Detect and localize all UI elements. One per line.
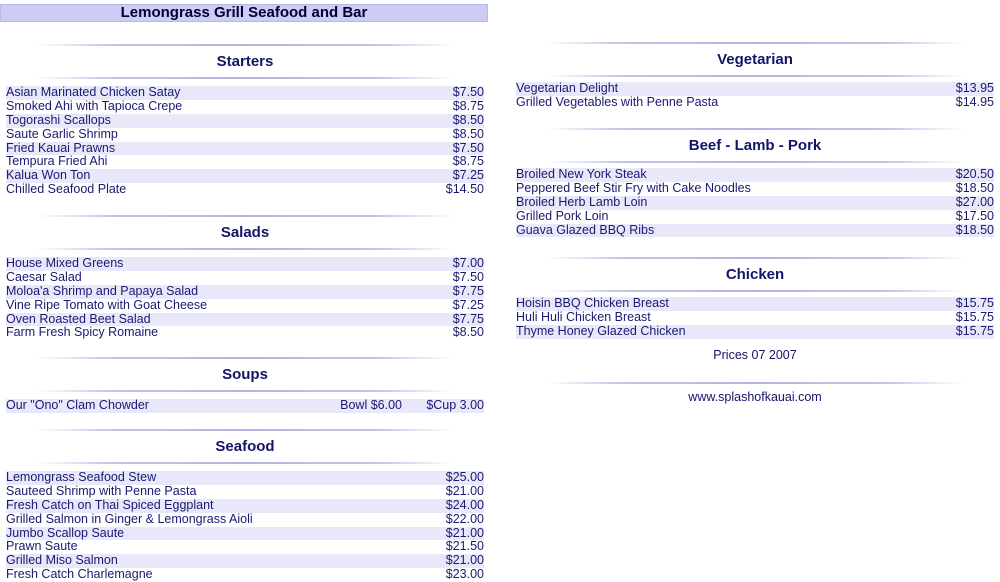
item-name: Huli Huli Chicken Breast [516,309,651,324]
menu-item [6,471,484,485]
item-name: Vine Ripe Tomato with Goat Cheese [6,297,208,312]
menu-item [6,155,484,169]
item-name: Asian Marinated Chicken Satay [6,85,181,99]
item-name: Moloa'a Shrimp and Papaya Salad [6,283,199,298]
section-salads [6,215,484,340]
item-price: $21.50 [445,539,484,554]
item-price: $21.00 [445,483,484,498]
item-price: $27.00 [955,194,994,209]
item-name: Thyme Honey Glazed Chicken [516,323,686,338]
item-name: Farm Fresh Spicy Romaine [6,325,159,340]
menu-item [516,311,994,325]
item-name: Sauteed Shrimp with Penne Pasta [6,483,197,498]
item-price: $7.50 [452,140,484,155]
menu-item [6,257,484,271]
item-price: $22.00 [445,511,484,526]
menu-item [516,325,994,339]
section-divider [546,128,964,130]
item-price: $7.25 [452,297,484,312]
item-name: Kalua Won Ton [6,168,91,183]
menu-item [6,513,484,527]
section-divider [546,257,964,259]
menu-item [6,313,484,327]
website-link[interactable]: www.splashofkauai.com [688,390,822,404]
item-name: Our "Ono" Clam Chowder [6,398,149,412]
menu-item [516,297,994,311]
section-heading: Starters [216,53,274,70]
item-name: Grilled Pork Loin [516,208,609,223]
section-divider [36,357,454,359]
menu-item [516,210,994,224]
item-name: Vegetarian Delight [516,81,619,95]
item-price: $21.00 [445,553,484,568]
section-seafood [6,429,484,582]
item-price: $17.50 [955,208,994,223]
item-name: Prawn Saute [6,539,78,554]
section-starters [6,44,484,197]
section-heading: Salads [220,224,270,241]
item-price: $7.00 [452,256,484,270]
item-price: $20.50 [955,167,994,181]
item-name: Tempura Fried Ahi [6,154,108,169]
item-name: Jumbo Scallop Saute [6,525,125,540]
item-price: $7.75 [452,311,484,326]
item-price: $18.50 [955,180,994,195]
item-name: Saute Garlic Shrimp [6,126,118,141]
section-divider [546,42,964,44]
item-price: $15.75 [955,309,994,324]
menu-item [6,527,484,541]
section-heading: Chicken [725,266,785,283]
menu-item [6,271,484,285]
item-name: Lemongrass Seafood Stew [6,470,157,484]
menu-item [6,499,484,513]
item-name: Broiled Herb Lamb Loin [516,194,648,209]
item-name: Broiled New York Steak [516,167,647,181]
menu-item [6,299,484,313]
item-price: $7.25 [452,168,484,183]
section-divider [546,382,964,384]
menu-item [6,100,484,114]
item-name: Grilled Salmon in Ginger & Lemongrass Aioli [6,511,253,526]
item-name: Fresh Catch Charlemagne [6,567,153,582]
item-price: $8.50 [452,112,484,127]
menu-item [6,128,484,142]
cup-price: $Cup 3.00 [426,398,484,412]
section-soups [6,357,484,413]
item-price: $25.00 [445,470,484,484]
section-beef-lamb-pork [516,128,994,237]
item-name: Hoisin BBQ Chicken Breast [516,296,669,310]
prices-note: Prices 07 2007 [713,348,797,362]
menu-item [6,142,484,156]
menu-item [516,96,994,110]
menu-item [6,326,484,340]
menu-item [516,196,994,210]
section-chicken [516,257,994,339]
section-heading: Beef - Lamb - Pork [688,137,822,154]
item-name: Oven Roasted Beet Salad [6,311,151,326]
item-name: Caesar Salad [6,269,82,284]
menu-item [6,399,484,413]
item-name: Togorashi Scallops [6,112,111,127]
section-heading: Seafood [215,438,275,455]
item-name: Chilled Seafood Plate [6,182,127,197]
item-price: $8.75 [452,98,484,113]
item-name: Guava Glazed BBQ Ribs [516,222,655,237]
item-price: $7.50 [452,269,484,284]
menu-item [516,182,994,196]
bowl-price: Bowl $6.00 [340,398,402,412]
menu-item [6,540,484,554]
item-price: $8.75 [452,154,484,169]
item-price: $7.75 [452,283,484,298]
item-price: $8.50 [452,325,484,340]
item-price: $15.75 [955,323,994,338]
item-price: $14.50 [445,182,484,197]
section-divider [36,429,454,431]
menu-item [516,224,994,238]
item-price: $7.50 [452,85,484,99]
section-divider [36,215,454,217]
item-price: $18.50 [955,222,994,237]
menu-item [6,285,484,299]
item-name: Smoked Ahi with Tapioca Crepe [6,98,183,113]
item-price: $13.95 [955,81,994,95]
menu-item [6,86,484,100]
item-name: Grilled Vegetables with Penne Pasta [516,94,719,109]
item-name: Fried Kauai Prawns [6,140,116,155]
menu-item [6,183,484,197]
section-vegetarian [516,42,994,110]
item-price: $23.00 [445,567,484,582]
item-price: $14.95 [955,94,994,109]
item-price: $8.50 [452,126,484,141]
item-price: $24.00 [445,497,484,512]
item-name: Peppered Beef Stir Fry with Cake Noodles [516,180,751,195]
item-name: Fresh Catch on Thai Spiced Eggplant [6,497,214,512]
item-name: House Mixed Greens [6,256,124,270]
item-price: $21.00 [445,525,484,540]
menu-item [6,169,484,183]
item-price: $15.75 [955,296,994,310]
menu-item [6,554,484,568]
section-divider [36,44,454,46]
menu-item [6,485,484,499]
menu-item [516,168,994,182]
menu-item [516,82,994,96]
menu-item [6,114,484,128]
section-heading: Vegetarian [717,51,793,68]
page-title: Lemongrass Grill Seafood and Bar [0,4,488,22]
item-name: Grilled Miso Salmon [6,553,118,568]
section-heading: Soups [222,366,268,383]
